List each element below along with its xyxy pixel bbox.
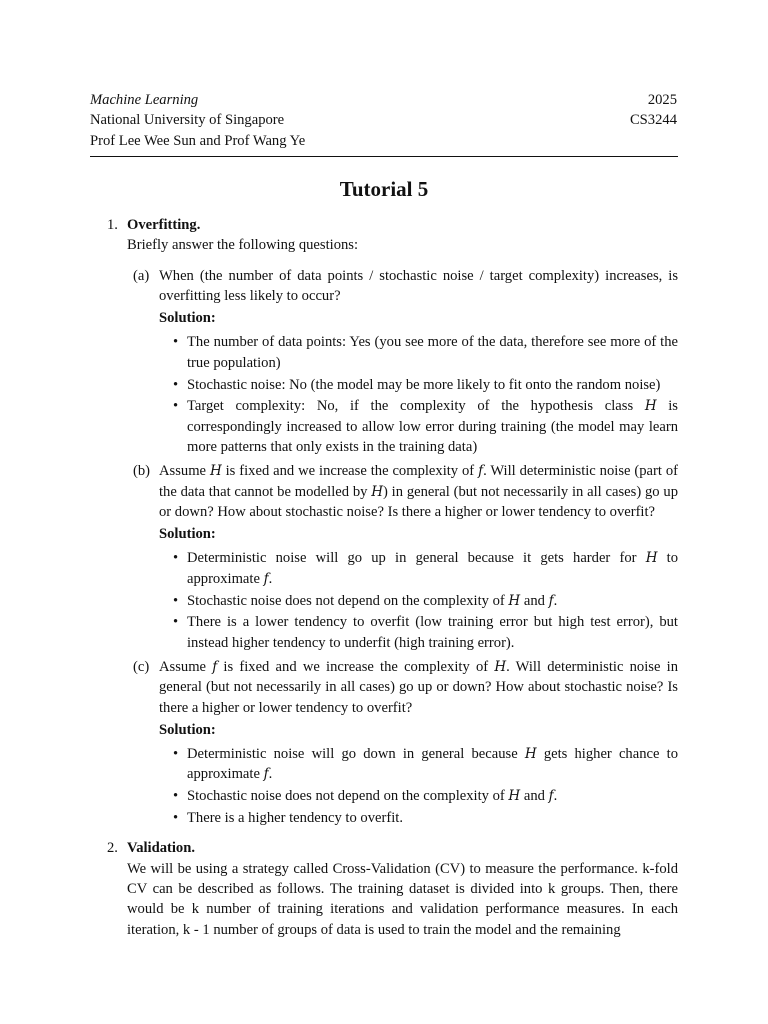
math-H: H — [645, 550, 658, 567]
bullet-icon: • — [173, 788, 179, 805]
bullet-icon: • — [173, 746, 179, 763]
solution-heading: Solution: — [159, 310, 216, 327]
header-rule — [90, 156, 678, 157]
solution-heading: Solution: — [159, 526, 216, 543]
subquestion-a — [127, 266, 678, 458]
header-right — [630, 90, 677, 131]
math-f: f — [263, 570, 269, 587]
math-f: f — [548, 592, 554, 609]
bullet-icon: • — [173, 592, 179, 609]
question-2 — [107, 838, 678, 939]
subquestion-label: (c) — [133, 658, 150, 675]
bullet-icon: • — [173, 614, 179, 631]
subquestion-text: Assume H is fixed and we increase the complexity of f. Will deterministic noise (part of the data that cannot be modelled by H) in general (but not necessarily in all cases) go up or down? How about stochastic noise? Is there a higher or lower tendency to overfit? — [159, 463, 678, 520]
subquestion-text: Assume f is fixed and we increase the complexity of H. Will deterministic noise in general (but not necessarily in all cases) go up or down? How about stochastic noise? Is there a higher or lower tendency to overfit? — [159, 658, 678, 716]
math-f: f — [212, 658, 218, 675]
math-H: H — [494, 658, 507, 675]
solution-item: • Deterministic noise will go down in general because H gets higher chance to approximate f. — [173, 746, 678, 783]
question-number: 2. — [107, 840, 118, 857]
math-f: f — [548, 788, 554, 805]
subquestion-b — [127, 461, 678, 653]
question-text: We will be using a strategy called Cross-Validation (CV) to measure the performance. k-fold CV can be described as follows. The training dataset is divided into k groups. Then, there would be k number of training iterations and validation performance measures. In each iteration, k - 1 number of groups of data is used to train the model and the remaining — [127, 860, 678, 938]
math-H: H — [209, 463, 222, 480]
solution-item: • There is a lower tendency to overfit (low training error but high test error), but instead higher tendency to underfit (high training error). — [173, 614, 678, 651]
solution-list — [159, 744, 678, 828]
solution-item: • There is a higher tendency to overfit. — [187, 808, 678, 828]
bullet-icon: • — [173, 376, 179, 393]
tutorial-content — [107, 215, 679, 940]
course-code: CS3244 — [629, 112, 677, 129]
solution-item: • Stochastic noise: No (the model may be more likely to fit onto the random noise) — [187, 375, 678, 395]
bullet-icon: • — [173, 398, 179, 415]
math-H: H — [524, 746, 537, 763]
question-1 — [107, 215, 679, 828]
math-H: H — [508, 592, 521, 609]
subquestion-label: (a) — [133, 267, 150, 284]
solution-item: • Deterministic noise will go up in general because it gets harder for H to approximate f. — [173, 550, 679, 587]
question-number: 1. — [107, 217, 118, 233]
question-intro: Briefly answer the following questions: — [127, 237, 359, 254]
instructors: Prof Lee Wee Sun and Prof Wang Ye — [90, 132, 306, 149]
subquestion-text: When (the number of data points / stochastic noise / target complexity) increases, is overfitting less likely to occur? — [159, 267, 678, 304]
question-title: Validation. — [127, 840, 195, 857]
year: 2025 — [647, 92, 677, 108]
math-H: H — [508, 788, 521, 805]
solution-item: • Stochastic noise does not depend on the complexity of H and f. — [187, 786, 678, 806]
university-name: National University of Singapore — [90, 112, 285, 129]
header-left — [90, 90, 305, 151]
math-H: H — [644, 398, 657, 415]
page-title: Tutorial 5 — [339, 177, 429, 201]
solution-heading: Solution: — [159, 721, 216, 738]
bullet-icon: • — [173, 334, 179, 351]
math-H: H — [371, 483, 384, 500]
bullet-icon: • — [173, 810, 179, 827]
subquestion-c — [127, 657, 678, 828]
solution-item: • Target complexity: No, if the complexity of the hypothesis class H is correspondingly increased to allow low error during training (the model may learn more patterns that only exists in the training data) — [173, 398, 678, 455]
math-f: f — [478, 463, 484, 480]
course-name: Machine Learning — [90, 92, 199, 108]
question-title: Overfitting. — [127, 217, 201, 233]
bullet-icon: • — [173, 550, 179, 567]
solution-list — [159, 548, 678, 652]
solution-item: • Stochastic noise does not depend on the complexity of H and f. — [187, 591, 678, 611]
math-f: f — [263, 766, 269, 783]
subquestion-label: (b) — [133, 463, 151, 480]
subquestions — [127, 266, 678, 829]
solution-item: • The number of data points: Yes (you see more of the data, therefore see more of the true population) — [173, 334, 678, 371]
solution-list — [159, 332, 678, 457]
